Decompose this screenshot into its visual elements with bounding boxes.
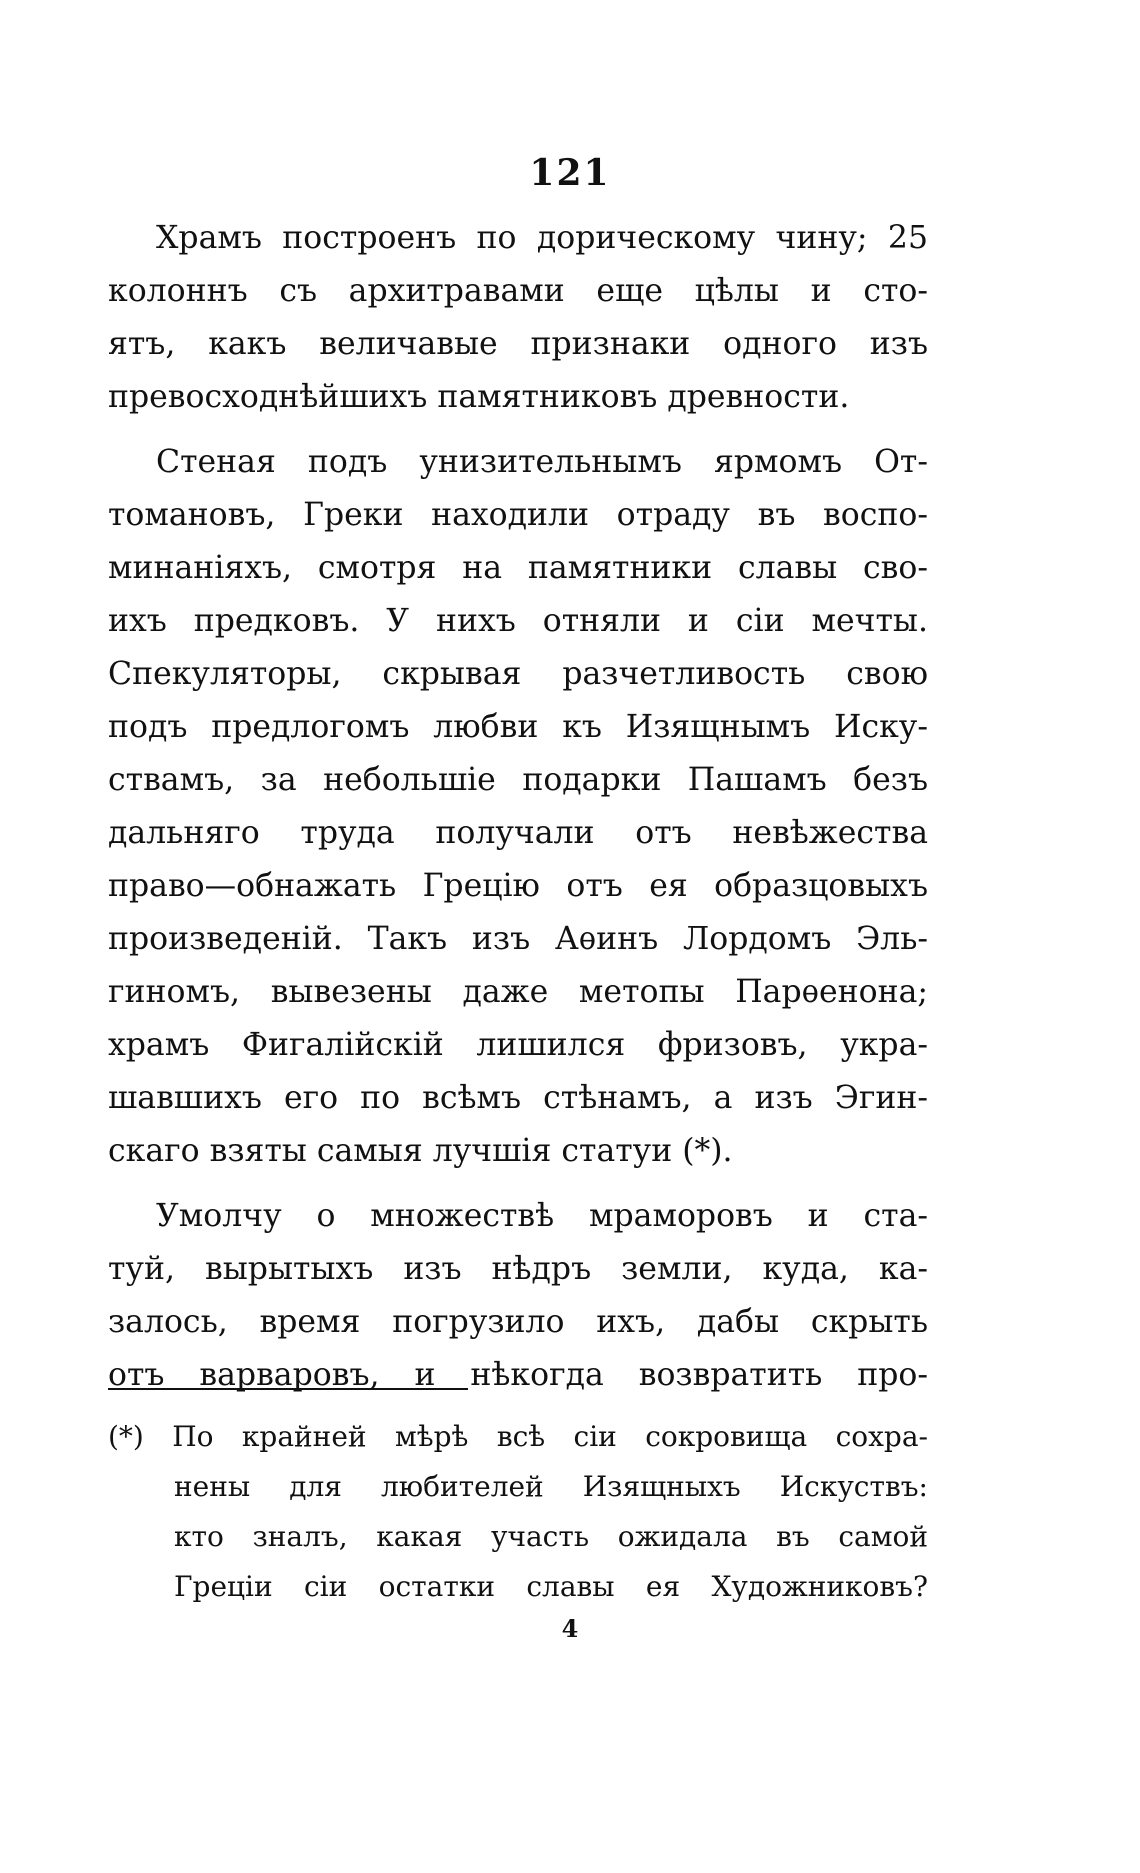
text-line: шавшихъ его по всѣмъ стѣнамъ, а изъ Эгин-	[108, 1080, 928, 1116]
text-line: туй, вырытыхъ изъ нѣдръ земли, куда, ка-	[108, 1251, 928, 1287]
text-line: ихъ предковъ. У нихъ отняли и сіи мечты.	[108, 603, 928, 639]
text-line: право—обнажать Грецію отъ ея образцовыхъ	[108, 868, 928, 904]
signature-mark: 4	[561, 1614, 579, 1643]
text-line: Храмъ построенъ по дорическому чину; 25	[156, 220, 928, 256]
footnote-line: (*) По крайней мѣрѣ всѣ сіи сокровища сохра-	[108, 1420, 928, 1453]
text-line: подъ предлогомъ любви къ Изящнымъ Иску-	[108, 709, 928, 745]
text-line: ятъ, какъ величавые признаки одного изъ	[108, 326, 928, 362]
text-line: скаго взяты самыя лучшія статуи (*).	[108, 1133, 733, 1169]
text-line: дальняго труда получали отъ невѣжества	[108, 815, 928, 851]
footnote-line: нены для любителей Изящныхъ Искуствъ:	[174, 1470, 928, 1503]
text-line: Стеная подъ унизительнымъ ярмомъ От-	[156, 444, 928, 480]
text-line: произведеній. Такъ изъ Аѳинъ Лордомъ Эль-	[108, 921, 928, 957]
page-number: 121	[529, 152, 611, 194]
text-line: залось, время погрузило ихъ, дабы скрыть	[108, 1304, 928, 1340]
body-text	[108, 212, 928, 1402]
footnote-line: кто зналъ, какая участь ожидала въ самой	[174, 1520, 928, 1553]
text-line: храмъ Фигалійскій лишился фризовъ, укра-	[108, 1027, 928, 1063]
footnote-divider	[108, 1388, 468, 1390]
text-line: томановъ, Греки находили отраду въ воспо-	[108, 497, 928, 533]
text-line: гиномъ, вывезены даже метопы Парѳенона;	[108, 974, 928, 1010]
text-line: Спекуляторы, скрывая разчетливость свою	[108, 656, 928, 692]
text-line: минаніяхъ, смотря на памятники славы сво-	[108, 550, 928, 586]
text-line: колоннъ съ архитравами еще цѣлы и сто-	[108, 273, 928, 309]
text-line: превосходнѣйшихъ памятниковъ древности.	[108, 379, 850, 415]
text-line: ствамъ, за небольшіе подарки Пашамъ безъ	[108, 762, 928, 798]
text-line: отъ варваровъ, и нѣкогда возвратить про-	[108, 1357, 928, 1393]
text-line: Умолчу о множествѣ мраморовъ и ста-	[156, 1198, 928, 1234]
footnote-line: Греціи сіи остатки славы ея Художниковъ?	[174, 1570, 928, 1603]
footnote	[108, 1412, 928, 1612]
